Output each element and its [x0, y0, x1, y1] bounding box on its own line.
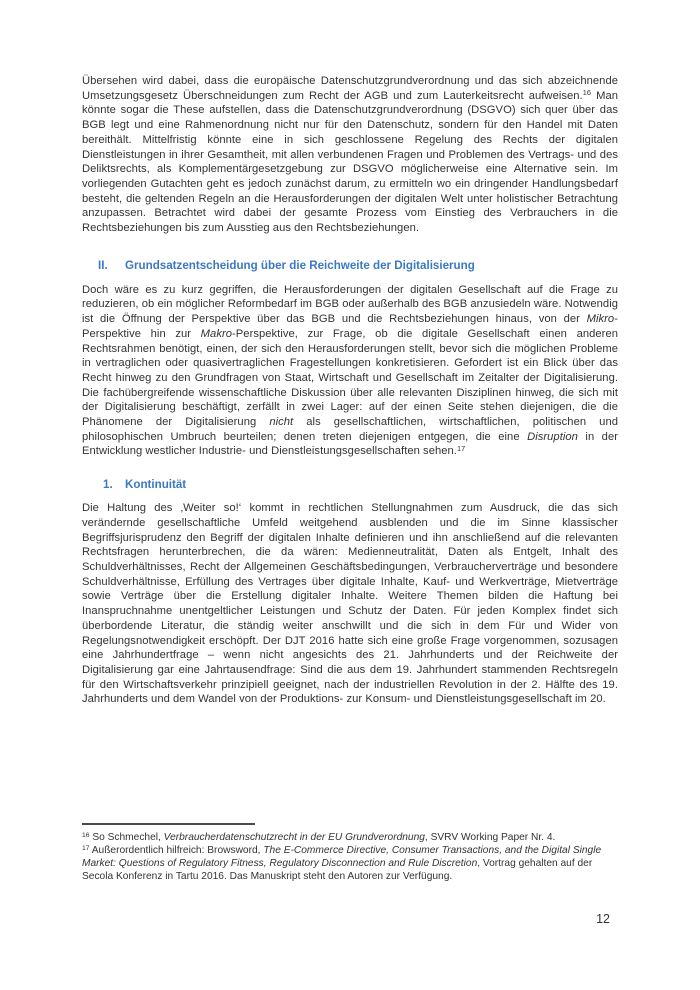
- paragraph-3: Die Haltung des ‚Weiter so!‘ kommt in rechtlichen Stellungnahmen zum Ausdruck, die das sich verändernde gesellschaftliche Umfeld weitgehend ausblenden und die im Sinne klassischer Begriffsjurisprudenz den Begriff der digitalen Inhalte definieren und ihn anschließend auf die relevanten Rechtsfragen herunterbrechen, die da wären: Medienneutralität, Daten als Entgelt, Inhalt des Schuldverhältnisses, Recht der Allgemeinen Geschäftsbedingungen, Verbraucherverträge und besondere Schuldverhältnisse, Erfüllung des Vertrages über digitale Inhalte, Kauf- und Werkverträge, Mietverträge sowie Verträge über die Erstellung digitaler Inhalte. Weitere Themen bilden die Haftung bei Inanspruchnahme unentgeltlicher Leistungen und Schutz der Daten. Für jeden Komplex findet sich überbordende Literatur, die ständig weiter anschwillt und die sich in dem Für und Wider von Regelungsnotwendigkeit erschöpft. Der DJT 2016 hatte sich eine große Frage vorgenommen, sozusagen eine Jahrhundertfrage – wenn nicht angesichts des 21. Jahrhunderts und der Reichweite der Digitalisierung gar eine Jahrtausendfrage: Sind die aus dem 19. Jahrhundert stammenden Rechtsregeln für den Wirtschaftsverkehr prinzipiell geeignet, nach der industriellen Revolution in der 2. Hälfte des 19. Jahrhunderts und dem Wandel von der Produktions- zur Konsum- und Dienstleistungsgesellschaft im 20.: [82, 502, 618, 706]
- footnote-17: $^{17}$ Außerordentlich hilfreich: Browsword, The E-Commerce Directive, Consumer Transactions, and the Digital Single Market: Questions of Regulatory Fitness, Regulatory Disconnection and Rule Discretion, Vortrag gehalten auf der Secola Konferenz in Tartu 2016. Das Manuskript steht den Autoren zur Verfügung.: [82, 844, 602, 882]
- text-column: [82, 74, 618, 707]
- footnote-16: $^{16}$ So Schmechel, Verbraucherdatenschutzrecht in der EU Grundverordnung, SVRV Working Paper Nr. 4.: [82, 831, 556, 843]
- subsection-number: 1.: [103, 478, 113, 492]
- footnote-section: [82, 823, 618, 883]
- subsection-title: Kontinuität: [125, 478, 187, 492]
- paragraph-1: Übersehen wird dabei, dass die europäische Datenschutzgrundverordnung und das sich abzeichnende Umsetzungsgesetz Überschneidungen zum Recht der AGB und zum Lauterkeitsrecht aufweisen.$^{16}$ Man könnte sogar die These aufstellen, dass die Datenschutzgrundverordnung (DSGVO) sich quer über das BGB legt und eine Rahmenordnung nicht nur für den Datenschutz, sondern für den Handel mit Daten bereithält. Mittelfristig könnte eine in sich geschlossene Regelung des Rechts der digitalen Dienstleistungen in ihrer Gesamtheit, mit allen verbundenen Fragen und Problemen des Vertrags- und des Deliktsrechts, als Komplementärgesetzgebung zur DSGVO möglicherweise eine Alternative sein. Im vorliegenden Gutachten geht es jedoch zunächst darum, zu ermitteln wo ein dringender Handlungsbedarf besteht, die geltenden Regeln an die Herausforderungen der digitalen Welt unter holistischer Betrachtung anzupassen. Betrachtet wird dabei der gesamte Prozess vom Einstieg des Verbrauchers in die Rechtsbeziehungen bis zum Ausstieg aus den Rechtsbeziehungen.: [82, 75, 618, 235]
- section-number: II.: [98, 258, 108, 272]
- paragraph-2: Doch wäre es zu kurz gegriffen, die Herausforderungen der digitalen Gesellschaft auf die Frage zu reduzieren, ob ein möglicher Reformbedarf im BGB oder außerhalb des BGB anzusiedeln wäre. Notwendig ist die Öffnung der Perspektive über das BGB und die Rechtsbeziehungen hinaus, von der Mikro-Perspektive hin zur Makro-Perspektive, zur Frage, ob die digitale Gesellschaft einen anderen Rechtsrahmen benötigt, einen, der sich den Herausforderungen stellt, bevor sich die möglichen Probleme in vertraglichen oder quasivertraglichen Fragestellungen konkretisieren. Gefordert ist ein Blick über das Recht hinweg zu den Grundfragen von Staat, Wirtschaft und Gesellschaft im Zeitalter der Digitalisierung. Die fachübergreifende wissenschaftliche Diskussion über alle relevanten Disziplinen hinweg, die sich mit der Digitalisierung beschäftigt, zerfällt in zwei Lager: auf der einen Seite stehen diejenigen, die die Phänomene der Digitalisierung nicht als gesellschaftlichen, wirtschaftlichen, politischen und philosophischen Umbruch beurteilen; denen treten diejenigen entgegen, die eine Disruption in der Entwicklung westlicher Industrie- und Dienstleistungsgesellschaften sehen.$^{17}$: [82, 283, 618, 458]
- footnote-separator: [82, 823, 255, 825]
- page-number: 12: [596, 912, 610, 926]
- section-heading-ii: [98, 258, 618, 273]
- subsection-heading-1: [103, 477, 618, 492]
- section-title: Grundsatzentscheidung über die Reichweite der Digitalisierung: [125, 258, 475, 272]
